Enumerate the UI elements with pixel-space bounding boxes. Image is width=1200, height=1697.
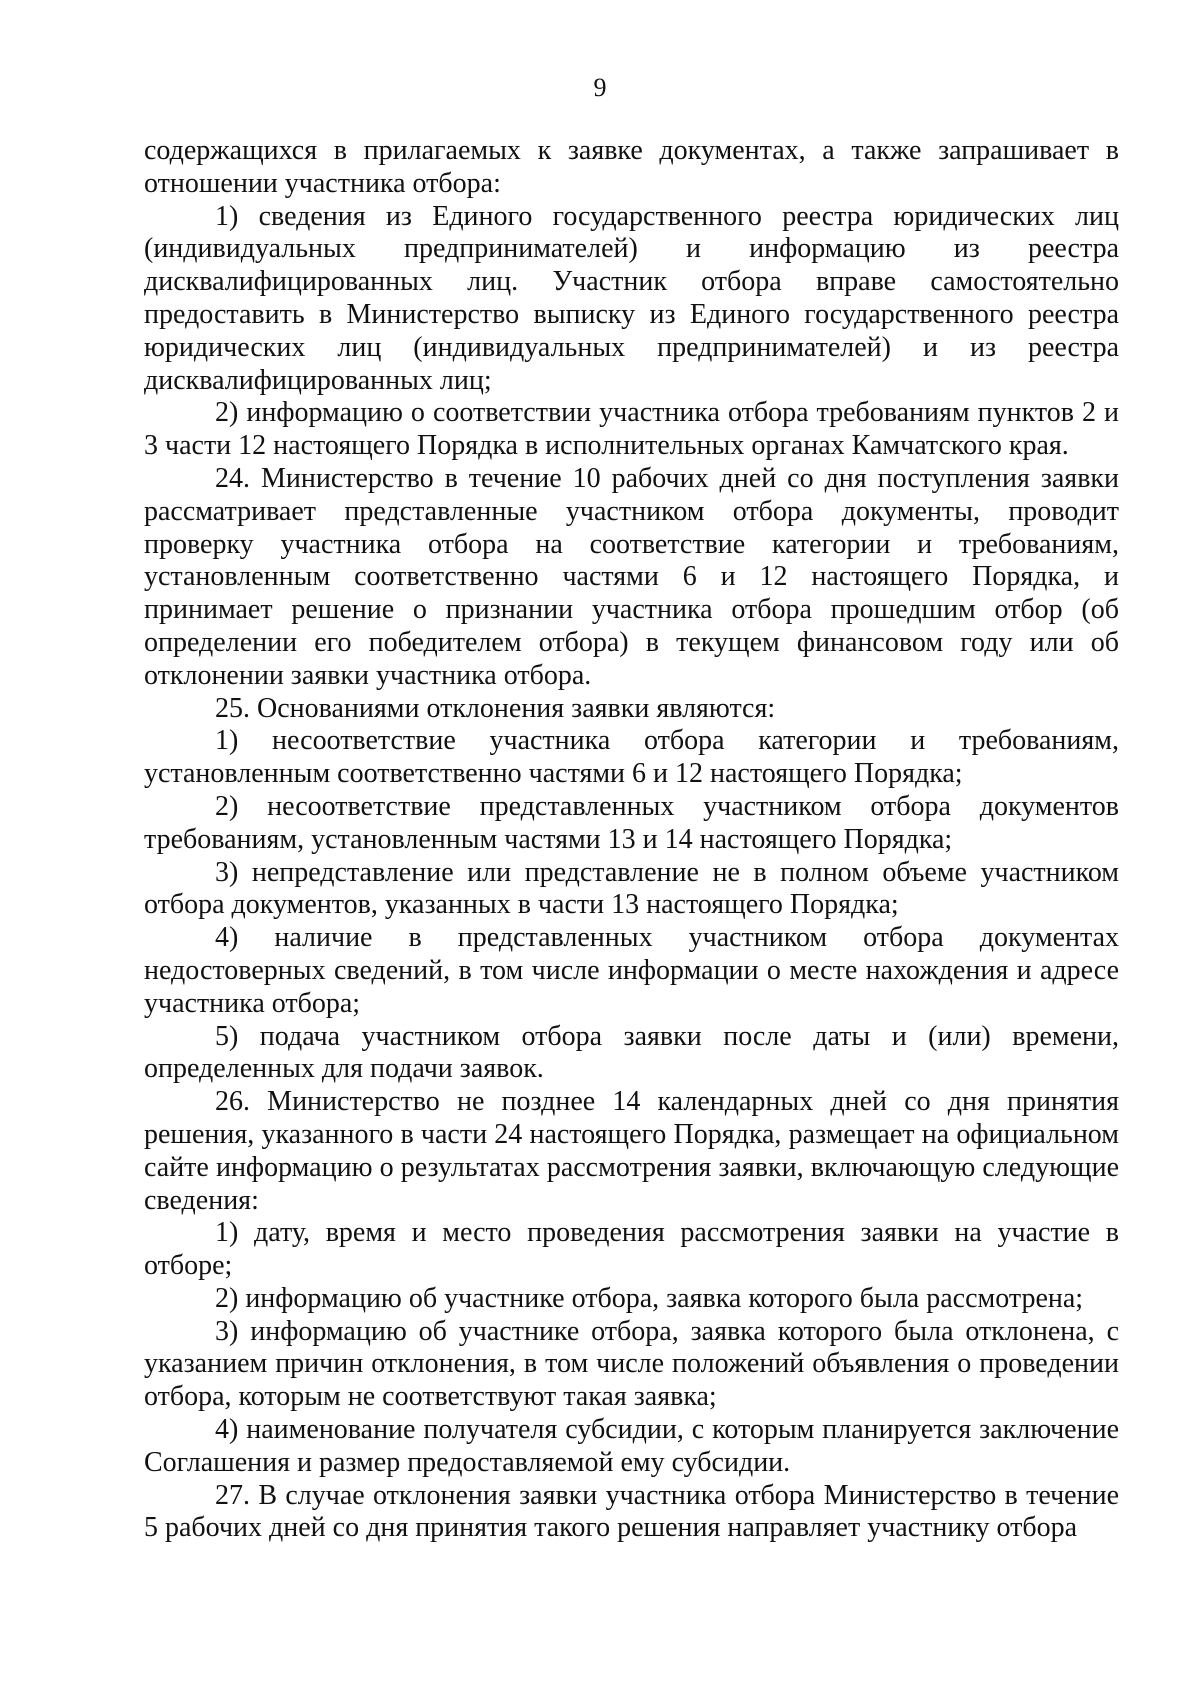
paragraph: 26. Министерство не позднее 14 календарных дней со дня принятия решения, указанного в части 24 настоящего Порядка, размещает на официальном сайте информацию о результатах рассмотрения заявки, включающую следующие сведения: bbox=[144, 1086, 1119, 1216]
paragraph: 1) сведения из Единого государственного реестра юридических лиц (индивидуальных предпринимателей) и информацию из реестра дисквалифицированных лиц. Участник отбора вправе самостоятельно предоставить в Министерство выписку из Единого государственного реестра юридических лиц (индивидуальных предпринимателей) и из реестра дисквалифицированных лиц; bbox=[144, 200, 1119, 396]
paragraph: 1) несоответствие участника отбора категории и требованиям, установленным соответственно частями 6 и 12 настоящего Порядка; bbox=[144, 725, 1119, 790]
paragraph: 3) информацию об участнике отбора, заявка которого была отклонена, с указанием причин отклонения, в том числе положений объявления о проведении отбора, которым не соответствуют такая заявка; bbox=[144, 1315, 1119, 1413]
paragraph: 4) наличие в представленных участником отбора документах недостоверных сведений, в том числе информации о месте нахождения и адресе участника отбора; bbox=[144, 922, 1119, 1019]
paragraph: 1) дату, время и место проведения рассмотрения заявки на участие в отборе; bbox=[144, 1217, 1119, 1282]
paragraph: 24. Министерство в течение 10 рабочих дней со дня поступления заявки рассматривает представленные участником отбора документы, проводит проверку участника отбора на соответствие категории и требованиям, установленным соответственно частями 6 и 12 настоящего Порядка, и принимает решение о признании участника отбора прошедшим отбор (об определении его победителем отбора) в текущем финансовом году или об отклонении заявки участника отбора. bbox=[144, 462, 1119, 691]
paragraph: 27. В случае отклонения заявки участника отбора Министерство в течение 5 рабочих дней со дня принятия такого решения направляет участнику отбора bbox=[144, 1479, 1119, 1544]
page-number: 9 bbox=[593, 73, 607, 102]
paragraph: 2) информацию о соответствии участника отбора требованиям пунктов 2 и 3 части 12 настоящего Порядка в исполнительных органах Камчатского края. bbox=[144, 397, 1119, 462]
paragraph: 25. Основаниями отклонения заявки являются: bbox=[215, 692, 776, 724]
paragraph: содержащихся в прилагаемых к заявке документах, а также запрашивает в отношении участника отбора: bbox=[144, 135, 1119, 199]
paragraph: 5) подача участником отбора заявки после даты и (или) времени, определенных для подачи заявок. bbox=[144, 1020, 1119, 1085]
paragraph: 3) непредставление или представление не в полном объеме участником отбора документов, указанных в части 13 настоящего Порядка; bbox=[144, 856, 1119, 921]
paragraph: 2) информацию об участнике отбора, заявка которого была рассмотрена; bbox=[215, 1282, 1084, 1314]
paragraph: 2) несоответствие представленных участником отбора документов требованиям, установленным частями 13 и 14 настоящего Порядка; bbox=[144, 790, 1119, 855]
document-body bbox=[144, 135, 1119, 1545]
paragraph: 4) наименование получателя субсидии, с которым планируется заключение Соглашения и размер предоставляемой ему субсидии. bbox=[144, 1414, 1119, 1478]
